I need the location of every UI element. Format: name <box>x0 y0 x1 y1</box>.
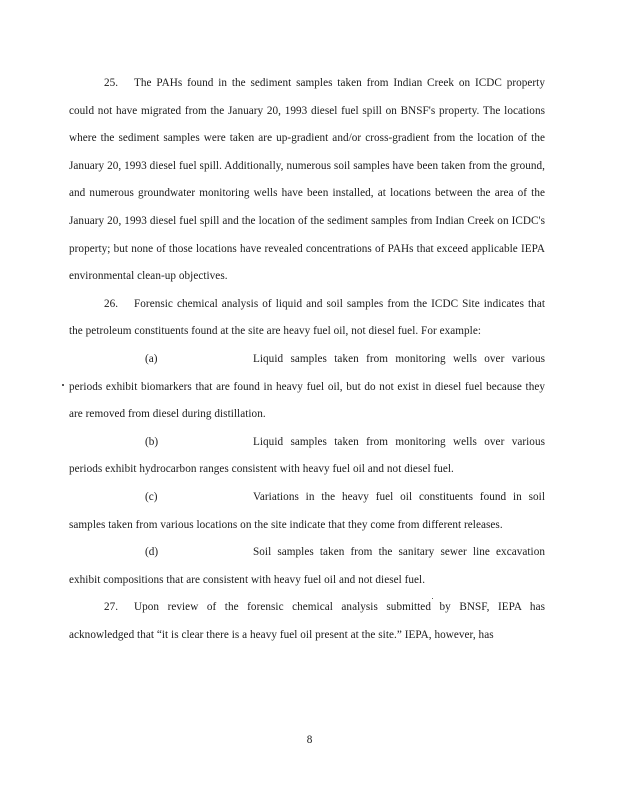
subparagraph-text: Liquid samples taken from monitoring wells over various periods exhibit hydrocarbon ranges consistent with heavy fuel oil and not diesel fuel. <box>69 435 545 476</box>
paragraph-27 <box>69 594 545 649</box>
paragraph-text: The PAHs found in the sediment samples taken from Indian Creek on ICDC property could not have migrated from the January 20, 1993 diesel fuel spill on BNSF's property. The locations where the sediment samples were taken are up-gradient and/or cross-gradient from the location of the January 20, 1993 diesel fuel spill. Additionally, numerous soil samples have been taken from the ground, and numerous groundwater monitoring wells have been installed, at locations between the area of the January 20, 1993 diesel fuel spill and the location of the sediment samples from Indian Creek on ICDC's property; but none of those locations have revealed concentrations of PAHs that exceed applicable IEPA environmental clean-up objectives. <box>69 77 545 283</box>
subparagraph-label: (d) <box>145 546 159 559</box>
paragraph-25 <box>69 70 545 291</box>
subparagraph-c <box>69 484 545 539</box>
paragraph-number: 25. <box>104 77 119 89</box>
subparagraph-label: (b) <box>145 435 159 448</box>
page-number: 8 <box>306 734 313 746</box>
paragraph-text: Upon review of the forensic chemical analysis submitted by BNSF, IEPA has acknowledged that “it is clear there is a heavy fuel oil present at the site.” IEPA, however, has <box>69 601 545 641</box>
scan-speck <box>62 384 64 386</box>
subparagraph-text: Soil samples taken from the sanitary sewer line excavation exhibit compositions that are consistent with heavy fuel oil and not diesel fuel. <box>69 546 545 586</box>
paragraph-number: 26. <box>104 297 119 310</box>
paragraph-26 <box>69 291 545 346</box>
subparagraph-text: Variations in the heavy fuel oil constituents found in soil samples taken from various locations on the site indicate that they come from different releases. <box>69 490 545 531</box>
subparagraph-d <box>69 539 545 594</box>
subparagraph-a <box>69 346 545 429</box>
subparagraph-label: (a) <box>145 352 158 365</box>
scan-speck <box>432 598 433 599</box>
paragraph-number: 27. <box>104 601 119 614</box>
paragraph-text: Forensic chemical analysis of liquid and soil samples from the ICDC Site indicates that the petroleum constituents found at the site are heavy fuel oil, not diesel fuel. For example: <box>69 297 545 338</box>
subparagraph-b <box>69 429 545 484</box>
subparagraph-text: Liquid samples taken from monitoring wells over various periods exhibit biomarkers that are found in heavy fuel oil, but do not exist in diesel fuel because they are removed from diesel during distillation. <box>69 352 545 421</box>
subparagraph-label: (c) <box>145 490 158 503</box>
body-text <box>69 70 545 649</box>
